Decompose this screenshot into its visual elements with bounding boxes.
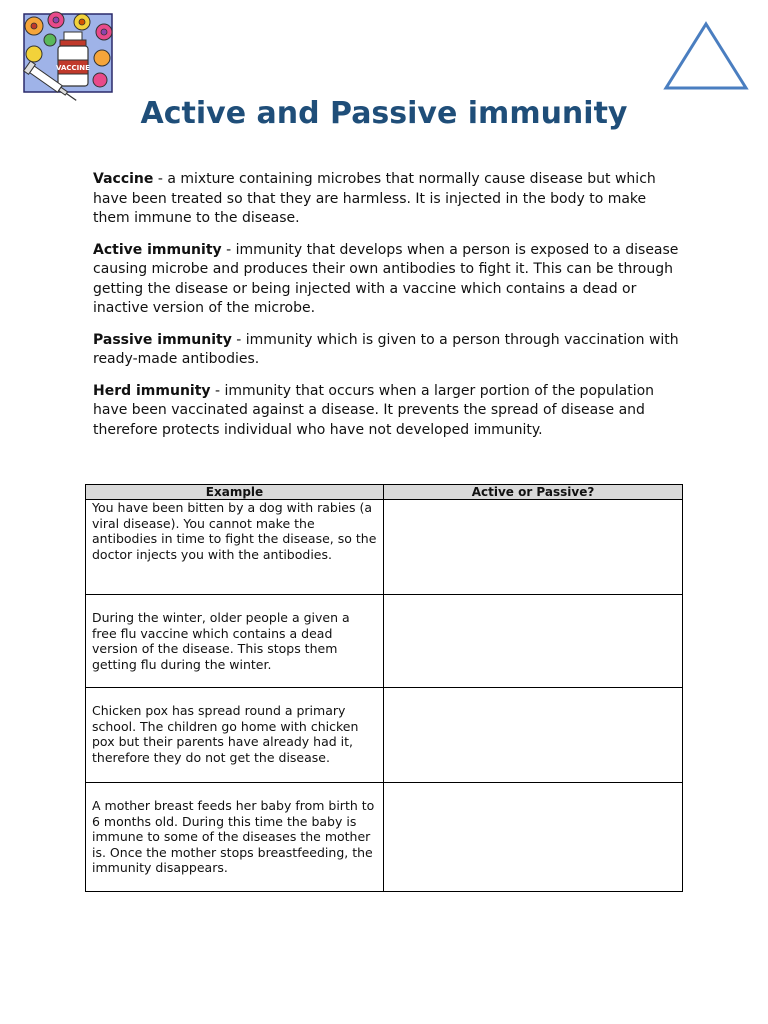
definition-term: Vaccine (93, 171, 154, 187)
examples-table (85, 484, 683, 892)
definition-active-immunity (93, 241, 683, 319)
header-example: Example (86, 485, 384, 500)
answer-cell[interactable] (384, 500, 683, 595)
definition-text: - immunity which is given to a person through vaccination with ready-made antibodies. (93, 331, 679, 367)
definitions-section (93, 170, 683, 452)
definition-text: - immunity that develops when a person is exposed to a disease causing microbe and produces their own antibodies to fight it. This can be through getting the disease or being injected with a vaccine which contains a dead or inactive version of the microbe. (93, 241, 679, 316)
table-row (86, 688, 683, 783)
table-row (86, 595, 683, 688)
table-row (86, 500, 683, 595)
definition-passive-immunity (93, 331, 683, 370)
vaccine-clipart-icon (20, 10, 118, 102)
definition-term: Passive immunity (93, 331, 232, 348)
definition-text: - immunity that occurs when a larger portion of the population have been vaccinated against a disease. It prevents the spread of disease and therefore protects individual who have not developed immunity. (93, 382, 655, 438)
definition-text: - a mixture containing microbes that normally cause disease but which have been treated so that they are harmless. It is injected in the body to make them immune to the disease. (93, 171, 656, 226)
example-cell: During the winter, older people a given a free flu vaccine which contains a dead version of the disease. This stops them getting flu during the winter. (86, 595, 384, 688)
example-cell: Chicken pox has spread round a primary school. The children go home with chicken pox but their parents have already had it, therefore they do not get the disease. (86, 688, 384, 783)
answer-cell[interactable] (384, 688, 683, 783)
svg-text:VACCINE: VACCINE (56, 64, 90, 72)
definition-herd-immunity (93, 382, 683, 441)
table-header-row (86, 485, 683, 500)
answer-cell[interactable] (384, 783, 683, 892)
definition-term: Herd immunity (93, 382, 211, 399)
triangle-outline-icon (662, 20, 750, 92)
definition-term: Active immunity (93, 241, 222, 258)
example-cell: You have been bitten by a dog with rabies (a viral disease). You cannot make the antibodies in time to fight the disease, so the doctor injects you with the antibodies. (86, 500, 384, 595)
answer-cell[interactable] (384, 595, 683, 688)
page-title: Active and Passive immunity (140, 96, 628, 131)
definition-vaccine (93, 170, 683, 229)
table-row (86, 783, 683, 892)
example-cell: A mother breast feeds her baby from birth to 6 months old. During this time the baby is immune to some of the diseases the mother is. Once the mother stops breastfeeding, the immunity disappears. (86, 783, 384, 892)
header-active-or-passive: Active or Passive? (384, 485, 683, 500)
